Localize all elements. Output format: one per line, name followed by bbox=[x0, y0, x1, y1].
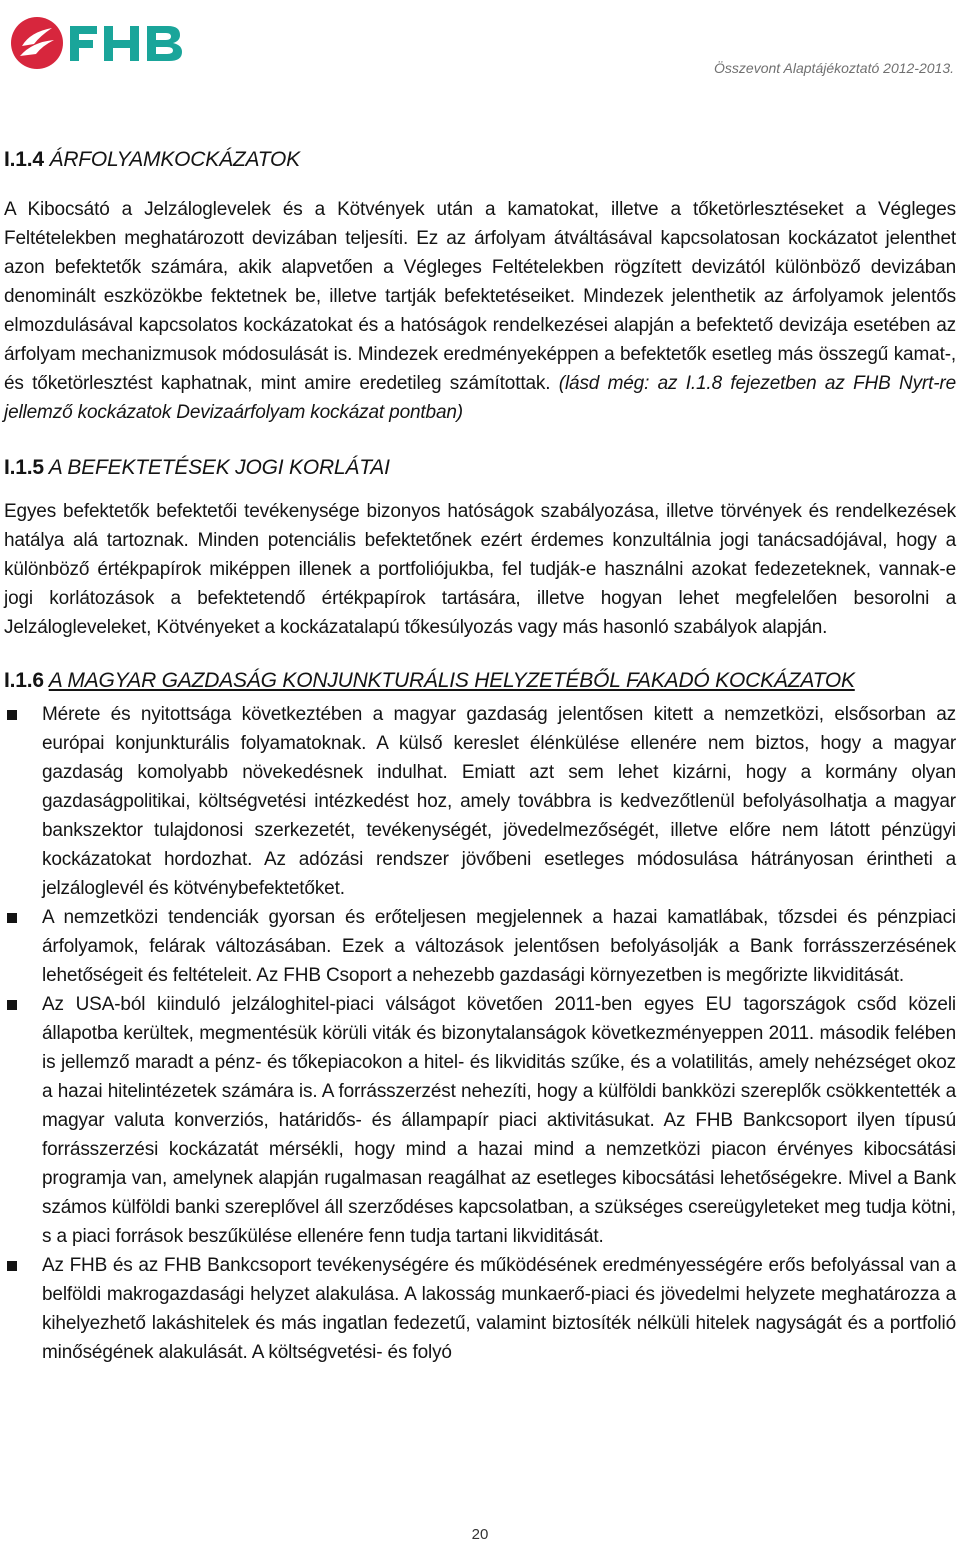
list-item-text: Az FHB és az FHB Bankcsoport tevékenységére és működésének eredményességére erős befolyással van a belföldi makrogazdasági helyzet alakulása. A lakosság munkaerő-piaci és jövedelmi helyzete meghatározza a kihelyezhető lakáshitelek és más ingatlan fedezetű, valamint biztosíték nélküli hitelek nagyságát és a portfolió minőségének alakulását. A költségvetési- és folyó bbox=[42, 1255, 956, 1363]
section-number: I.1.6 bbox=[4, 669, 44, 692]
paragraph-text: A Kibocsátó a Jelzáloglevelek és a Kötvények után a kamatokat, illetve a tőketörlesztéseket a Végleges Feltételekben meghatározott devizában teljesíti. Ez az árfolyam átváltásával kapcsolatosan kockázatot jelenthet azon befektetők számára, akik alapvetően a Végleges Feltételekben rögzített devizától különböző devizában denominált eszközökbe fektetnek be, illetve tartják befektetéseiket. Mindezek jelenthetik az árfolyamok jelentős elmozdulásával kapcsolatos kockázatokat és a hatóságok rendelkezései alapján a befektető devizája esetében az árfolyam mechanizmusok módosulását is. Mindezek eredményeképpen a befektetők esetleg más összegű kamat-, és tőketörlesztést kaphatnak, mint amire eredetileg számítottak. bbox=[4, 199, 956, 394]
section-heading bbox=[4, 455, 956, 481]
section-paragraph: Egyes befektetők befektetői tevékenysége bizonyos hatóságok szabályozása, illetve törvények és rendelkezések hatálya alá tartoznak. Minden potenciális befektetőnek ezért érdemes konzultálnia jogi tanácsadójával, hogy a különböző értékpapírok miképpen illenek a portfoliójukba, fel tudják-e használni azokat fedezeteknek, vannak-e jogi korlátozások a befektetendő értékpapírok tartására, illetve hogyan lehet megfelelően besorolni a Jelzálogleveleket, Kötvényeket a kockázatalapú tőkesúlyozás vagy más hasonló szabályok alapján. bbox=[4, 501, 956, 638]
list-item-text: A nemzetközi tendenciák gyorsan és erőteljesen megjelennek a hazai kamatlábak, tőzsdei és pénzpiaci árfolyamok, felárak változásában. Ezek a változások jelentősen befolyásolják a Bank forrásszerzésének lehetőségeit és feltételeit. Az FHB Csoport a nehezebb gazdasági környezetben is megőrizte likviditását. bbox=[42, 907, 956, 986]
bullet-square-icon bbox=[7, 1261, 17, 1271]
fhb-logo-icon bbox=[8, 14, 183, 72]
fhb-logo bbox=[8, 14, 183, 72]
section-title: ÁRFOLYAMKOCKÁZATOK bbox=[49, 148, 300, 171]
cross-reference-note: (lásd még: az I.1.8 fejezetben az FHB Nyrt-re jellemző kockázatok Devizaárfolyam kockázat pontban) bbox=[4, 373, 956, 423]
list-item bbox=[4, 1251, 956, 1367]
page-header bbox=[0, 0, 960, 90]
bullet-list bbox=[4, 700, 956, 1367]
bullet-square-icon bbox=[7, 1000, 17, 1010]
page-number: 20 bbox=[471, 1526, 489, 1543]
section-heading bbox=[4, 147, 956, 173]
list-item bbox=[4, 990, 956, 1251]
section-title: A MAGYAR GAZDASÁG KONJUNKTURÁLIS HELYZETÉBŐL FAKADÓ KOCKÁZATOK bbox=[48, 669, 855, 692]
document-title: Összevont Alaptájékoztató 2012-2013. bbox=[714, 60, 954, 76]
section-number: I.1.5 bbox=[4, 456, 44, 479]
list-item bbox=[4, 700, 956, 903]
section-heading bbox=[4, 668, 956, 694]
list-item-text: Az USA-ból kiinduló jelzáloghitel-piaci válságot követően 2011-ben egyes EU tagországok csőd közeli állapotba kerültek, megmentésük körüli viták és bizonytalanságok következményeppen 2011. második felében is jellemző maradt a pénz- és tőkepiacokon a hitel- és likviditás szűke, és a volatilitás, amely nehézséget okoz a hazai hitelintézetek számára is. A forrásszerzést nehezíti, hogy a külföldi bankközi szereplők csökkentették a magyar valuta konverziós, határidős- és állampapír piaci aktivitásukat. Az FHB Bankcsoport ilyen típusú forrásszerzési kockázatát mérsékli, hogy mind a hazai mind a nemzetközi piacon érvényes kibocsátási programja van, amelynek alapján rugalmasan reagálhat az esetleges kibocsátási lehetőségekre. Mivel a Bank számos külföldi banki szereplővel áll szerződéses kapcsolatban, a szükséges csereügyleteket meg tudja kötni, s a piaci források beszűkülése ellenére fenn tudja tartani likviditását. bbox=[42, 994, 956, 1247]
section-number: I.1.4 bbox=[4, 148, 44, 171]
bullet-square-icon bbox=[7, 913, 17, 923]
section-title: A BEFEKTETÉSEK JOGI KORLÁTAI bbox=[48, 456, 390, 479]
page-content bbox=[4, 142, 956, 1367]
bullet-square-icon bbox=[7, 710, 17, 720]
section-paragraph bbox=[4, 195, 956, 427]
list-item bbox=[4, 903, 956, 990]
list-item-text: Mérete és nyitottsága következtében a magyar gazdaság jelentősen kitett a nemzetközi, elsősorban az európai konjunkturális folyamatoknak. A külső kereslet élénkülése ellenére nem biztos, hogy a magyar gazdaság komolyabb növekedésnek indulhat. Emiatt azt sem lehet kizárni, hogy a kormány olyan gazdaságpolitikai, költségvetési intézkedést hoz, amely továbbra is kedvezőtlenül befolyásolhatja a magyar bankszektor tulajdonosi szerkezetét, tevékenységét, jövedelmezőségét, illetve előre nem látott pénzügyi kockázatokat hordozhat. Az adózási rendszer jövőbeni esetleges módosulása hátrányosan érintheti a jelzáloglevél és kötvénybefektetőket. bbox=[42, 704, 956, 899]
